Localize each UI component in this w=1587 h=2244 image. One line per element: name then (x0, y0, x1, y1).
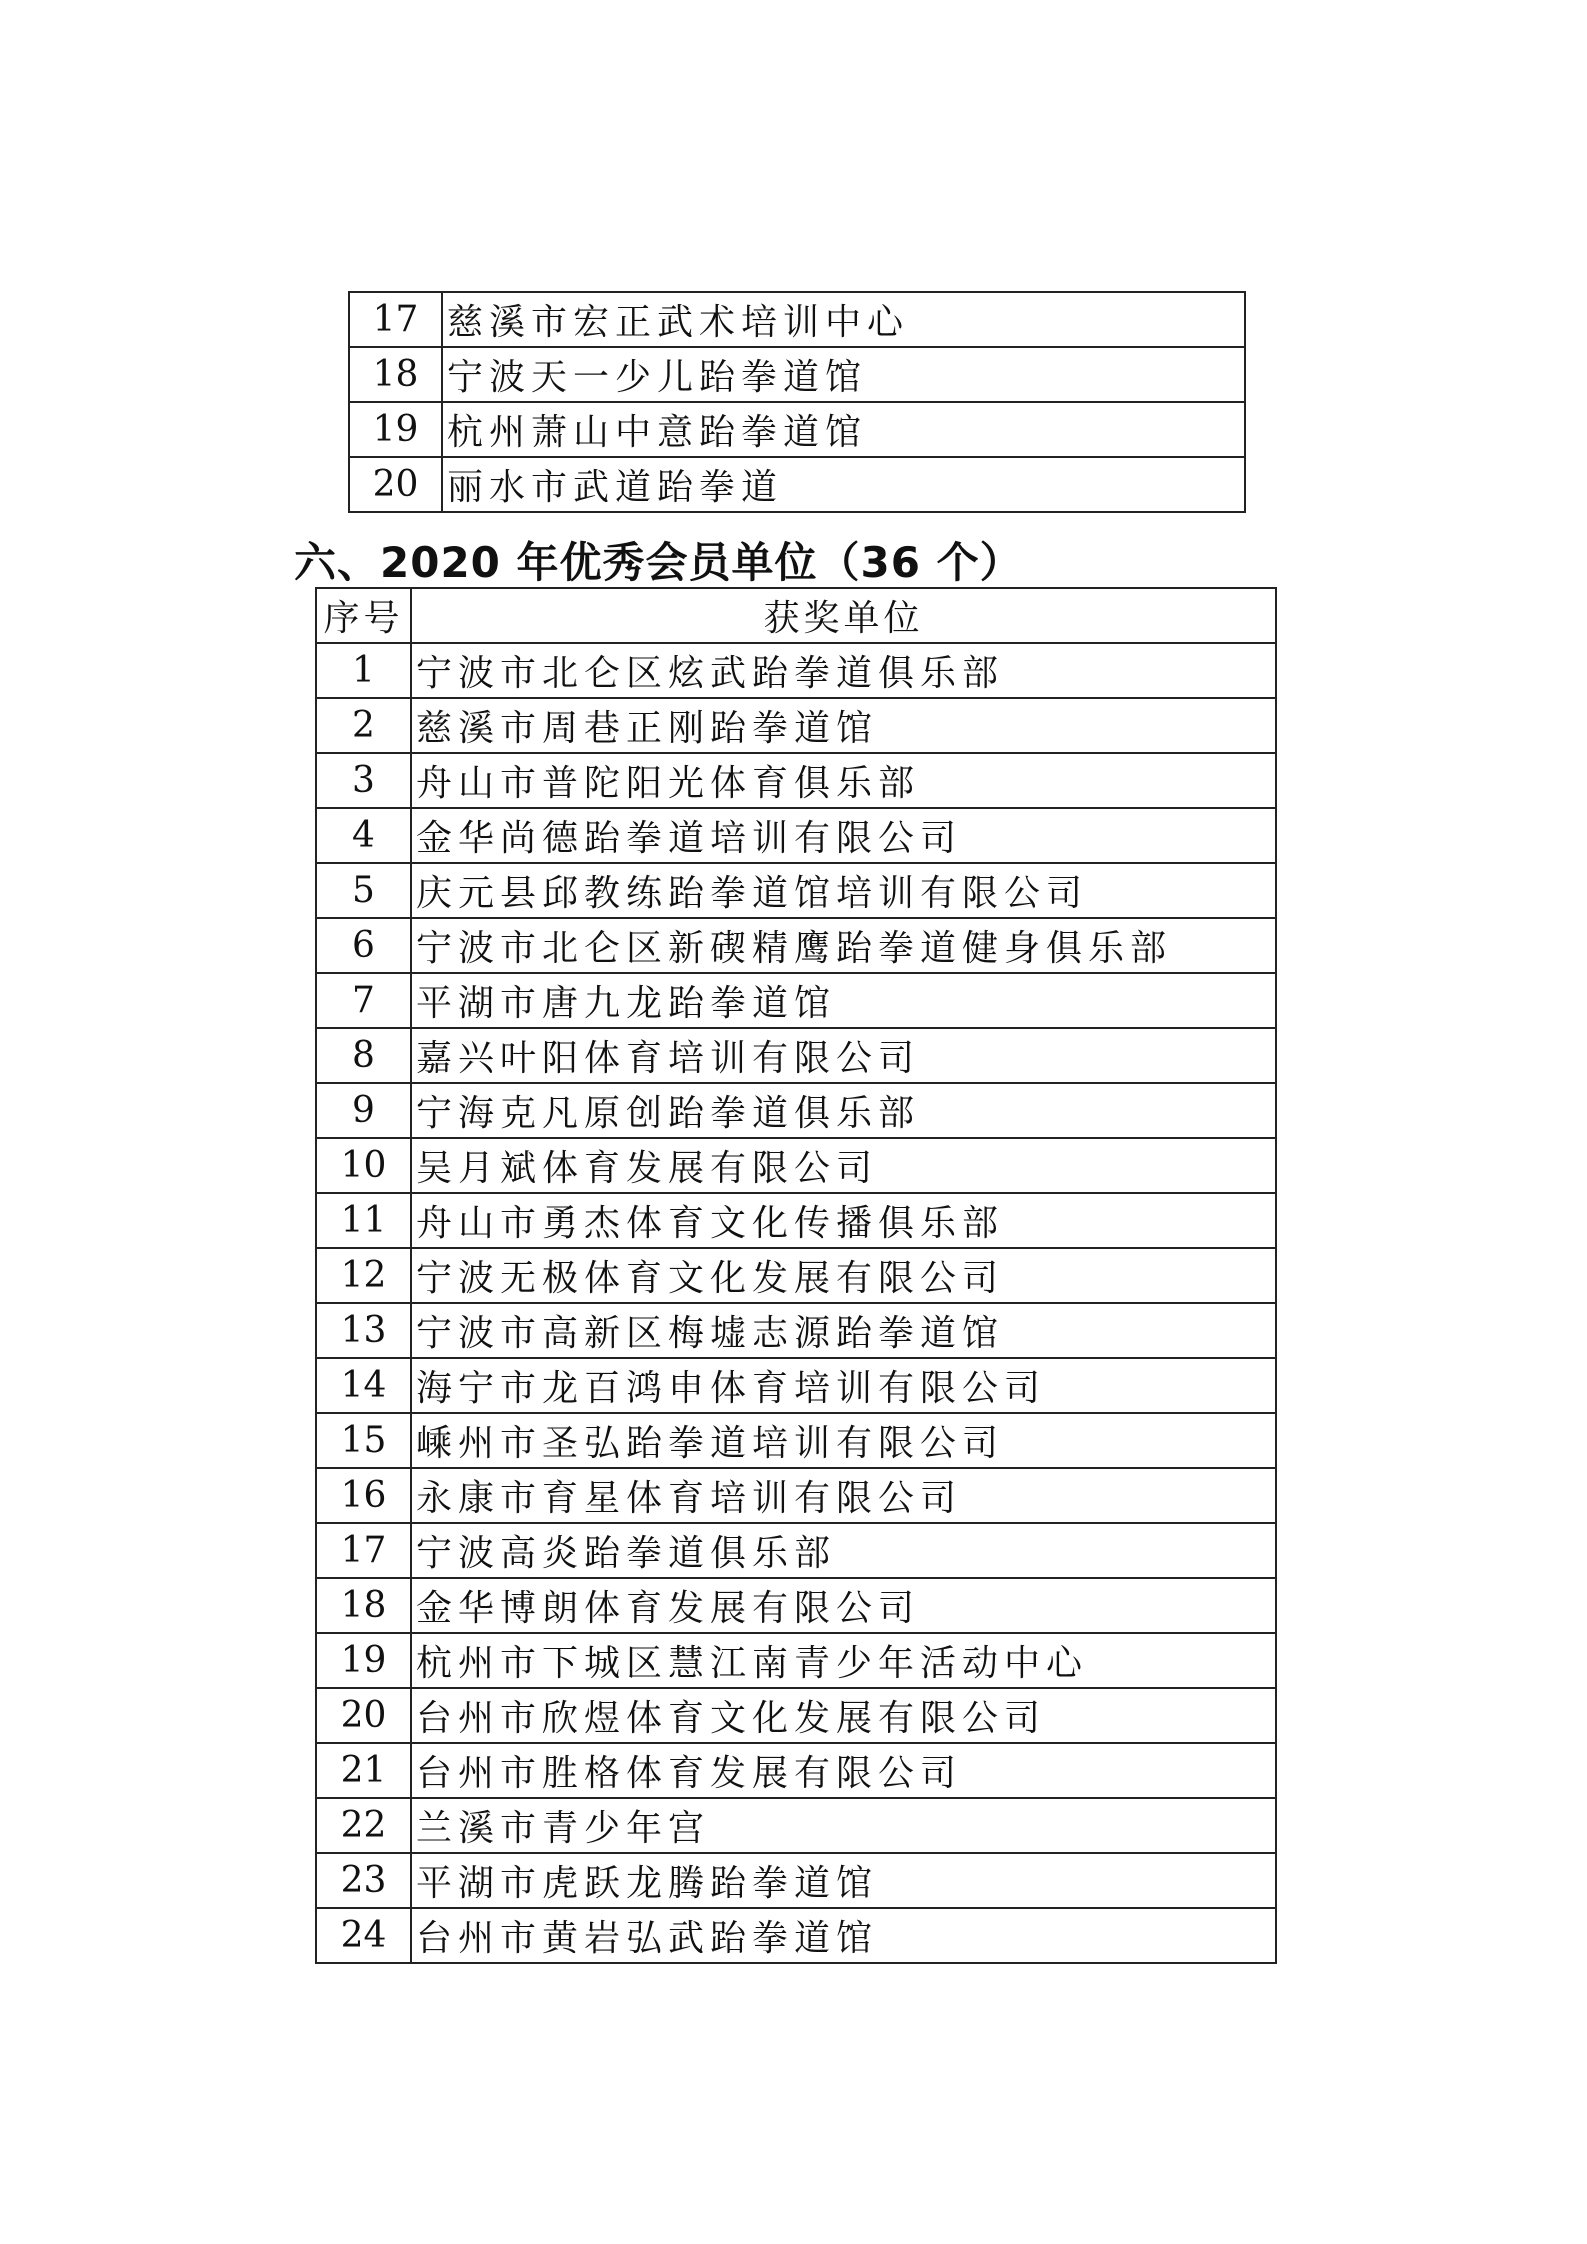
row-unit-name: 慈溪市宏正武术培训中心 (442, 292, 1245, 347)
header-serial-number: 序号 (316, 588, 411, 643)
table-row (316, 1413, 1276, 1468)
row-serial-number: 3 (316, 753, 411, 808)
table-row (316, 1303, 1276, 1358)
row-serial-number: 19 (316, 1633, 411, 1688)
row-serial-number: 20 (349, 457, 442, 512)
row-serial-number: 18 (349, 347, 442, 402)
table-row (316, 1248, 1276, 1303)
row-serial-number: 11 (316, 1193, 411, 1248)
row-serial-number: 23 (316, 1853, 411, 1908)
row-unit-name: 吴月斌体育发展有限公司 (411, 1138, 1276, 1193)
award-table-continued-body (349, 292, 1245, 512)
table-row (316, 1578, 1276, 1633)
table-row (316, 808, 1276, 863)
member-units-table-body (316, 643, 1276, 1963)
row-unit-name: 慈溪市周巷正刚跆拳道馆 (411, 698, 1276, 753)
table-row (316, 1853, 1276, 1908)
table-row (349, 457, 1245, 512)
table-row (316, 698, 1276, 753)
table-row (316, 1138, 1276, 1193)
table-row (316, 918, 1276, 973)
row-unit-name: 宁海克凡原创跆拳道俱乐部 (411, 1083, 1276, 1138)
row-serial-number: 18 (316, 1578, 411, 1633)
row-serial-number: 10 (316, 1138, 411, 1193)
table-row (316, 1908, 1276, 1963)
row-unit-name: 杭州市下城区慧江南青少年活动中心 (411, 1633, 1276, 1688)
table-row (316, 1358, 1276, 1413)
row-serial-number: 4 (316, 808, 411, 863)
row-unit-name: 金华博朗体育发展有限公司 (411, 1578, 1276, 1633)
row-serial-number: 8 (316, 1028, 411, 1083)
table-row (316, 1468, 1276, 1523)
row-unit-name: 台州市欣煜体育文化发展有限公司 (411, 1688, 1276, 1743)
table-row (316, 1798, 1276, 1853)
row-serial-number: 24 (316, 1908, 411, 1963)
row-unit-name: 金华尚德跆拳道培训有限公司 (411, 808, 1276, 863)
section-heading: 六、2020 年优秀会员单位（36 个） (294, 538, 1023, 587)
row-serial-number: 20 (316, 1688, 411, 1743)
row-unit-name: 宁波市北仑区炫武跆拳道俱乐部 (411, 643, 1276, 698)
row-serial-number: 15 (316, 1413, 411, 1468)
row-unit-name: 兰溪市青少年宫 (411, 1798, 1276, 1853)
row-unit-name: 平湖市唐九龙跆拳道馆 (411, 973, 1276, 1028)
table-row (349, 402, 1245, 457)
row-unit-name: 海宁市龙百鸿申体育培训有限公司 (411, 1358, 1276, 1413)
table-row (316, 973, 1276, 1028)
row-serial-number: 19 (349, 402, 442, 457)
table-row (316, 1193, 1276, 1248)
row-unit-name: 杭州萧山中意跆拳道馆 (442, 402, 1245, 457)
member-units-table (315, 587, 1277, 1964)
row-unit-name: 宁波市北仑区新碶精鹰跆拳道健身俱乐部 (411, 918, 1276, 973)
row-unit-name: 永康市育星体育培训有限公司 (411, 1468, 1276, 1523)
table-row (316, 1743, 1276, 1798)
table-header-row (316, 588, 1276, 643)
row-unit-name: 丽水市武道跆拳道 (442, 457, 1245, 512)
row-unit-name: 台州市黄岩弘武跆拳道馆 (411, 1908, 1276, 1963)
table-row (316, 1688, 1276, 1743)
row-unit-name: 宁波高炎跆拳道俱乐部 (411, 1523, 1276, 1578)
table-row (316, 1028, 1276, 1083)
row-serial-number: 5 (316, 863, 411, 918)
row-serial-number: 7 (316, 973, 411, 1028)
row-unit-name: 嵊州市圣弘跆拳道培训有限公司 (411, 1413, 1276, 1468)
row-serial-number: 6 (316, 918, 411, 973)
row-unit-name: 庆元县邱教练跆拳道馆培训有限公司 (411, 863, 1276, 918)
row-unit-name: 台州市胜格体育发展有限公司 (411, 1743, 1276, 1798)
row-serial-number: 13 (316, 1303, 411, 1358)
row-serial-number: 22 (316, 1798, 411, 1853)
table-row (349, 347, 1245, 402)
row-serial-number: 17 (316, 1523, 411, 1578)
table-row (316, 1523, 1276, 1578)
row-unit-name: 宁波无极体育文化发展有限公司 (411, 1248, 1276, 1303)
row-serial-number: 12 (316, 1248, 411, 1303)
row-serial-number: 14 (316, 1358, 411, 1413)
row-serial-number: 16 (316, 1468, 411, 1523)
row-unit-name: 宁波市高新区梅墟志源跆拳道馆 (411, 1303, 1276, 1358)
row-unit-name: 宁波天一少儿跆拳道馆 (442, 347, 1245, 402)
table-row (316, 863, 1276, 918)
row-unit-name: 舟山市勇杰体育文化传播俱乐部 (411, 1193, 1276, 1248)
row-unit-name: 平湖市虎跃龙腾跆拳道馆 (411, 1853, 1276, 1908)
table-row (349, 292, 1245, 347)
row-serial-number: 1 (316, 643, 411, 698)
row-unit-name: 舟山市普陀阳光体育俱乐部 (411, 753, 1276, 808)
header-award-unit: 获奖单位 (411, 588, 1276, 643)
row-serial-number: 2 (316, 698, 411, 753)
table-row (316, 1083, 1276, 1138)
row-serial-number: 17 (349, 292, 442, 347)
table-row (316, 753, 1276, 808)
table-row (316, 1633, 1276, 1688)
row-unit-name: 嘉兴叶阳体育培训有限公司 (411, 1028, 1276, 1083)
award-table-continued (348, 291, 1246, 513)
row-serial-number: 21 (316, 1743, 411, 1798)
table-row (316, 643, 1276, 698)
row-serial-number: 9 (316, 1083, 411, 1138)
